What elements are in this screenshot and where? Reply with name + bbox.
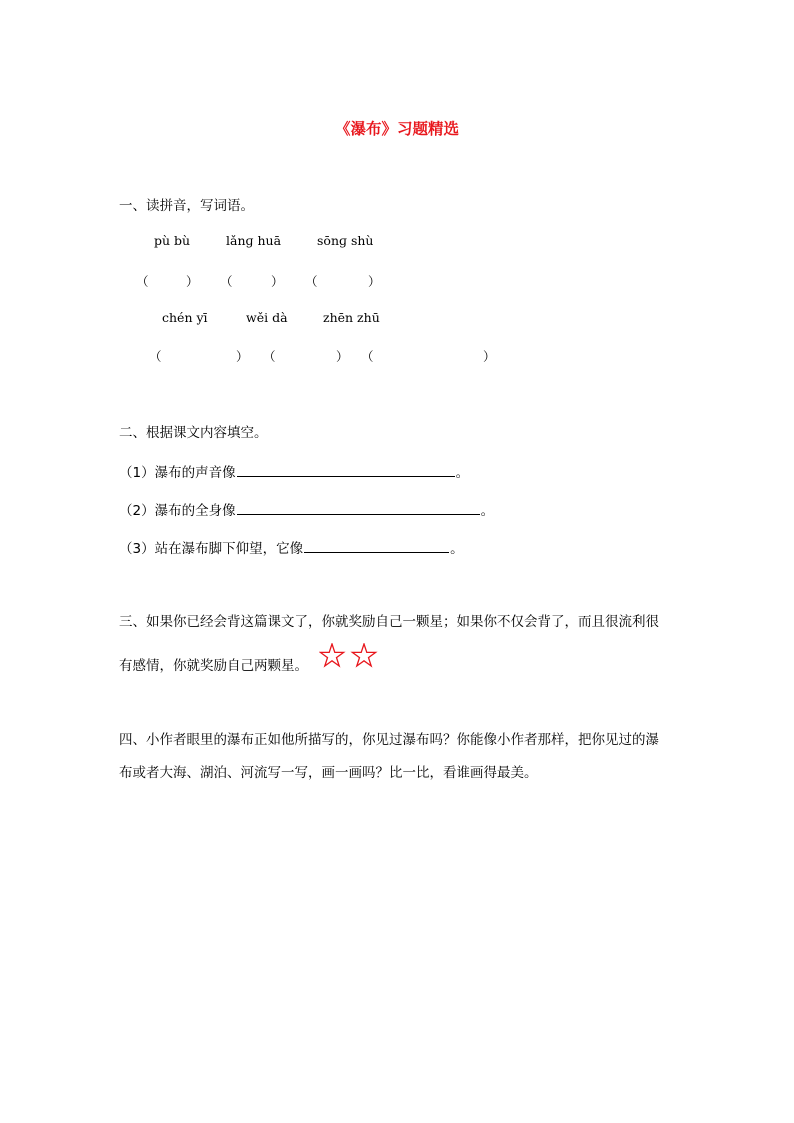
fill-item-2 [119, 500, 494, 520]
fill-blank-line[interactable] [304, 538, 449, 553]
fill-item-prefix: （2）瀑布的全身像 [119, 503, 236, 519]
section2-heading: 二、根据课文内容填空。 [119, 425, 268, 441]
section3-line2: 有感情，你就奖励自己两颗星。 [119, 658, 308, 674]
outline-star-icon-pair [319, 643, 379, 669]
fill-blank-line[interactable] [237, 462, 455, 477]
outline-star-icon [320, 644, 343, 666]
pinyin-weida: wěi dà [246, 310, 288, 325]
pinyin-langhua: lǎnɡ huā [226, 233, 282, 248]
section3-line1: 三、如果你已经会背这篇课文了，你就奖励自己一颗星；如果你不仅会背了，而且很流利很 [119, 614, 659, 630]
section1-heading: 一、读拼音，写词语。 [119, 198, 254, 214]
answer-paren-open: （ [263, 349, 276, 364]
answer-paren-open: （ [136, 274, 149, 289]
fill-item-1 [119, 462, 469, 482]
outline-star-icon [352, 644, 375, 666]
page-title: 《瀑布》习题精选 [334, 120, 459, 138]
answer-paren-open: （ [305, 274, 318, 289]
pinyin-pubu: pù bù [154, 233, 191, 248]
answer-paren-close: ） [336, 349, 349, 364]
fill-item-suffix: 。 [450, 541, 464, 557]
fill-blank-line[interactable] [237, 500, 480, 515]
fill-item-suffix: 。 [480, 503, 495, 519]
pinyin-chenyi: chén yī [162, 310, 208, 325]
answer-paren-open: （ [149, 349, 162, 364]
pinyin-zhenzhu: zhēn zhū [323, 310, 380, 325]
fill-item-3 [119, 538, 464, 558]
section4-line1: 四、小作者眼里的瀑布正如他所描写的，你见过瀑布吗？你能像小作者那样，把你见过的瀑 [119, 732, 659, 748]
answer-paren-close: ） [186, 274, 199, 289]
reward-stars [319, 643, 379, 673]
pinyin-songshu: sōnɡ shù [317, 233, 374, 248]
answer-paren-open: （ [361, 349, 374, 364]
answer-paren-open: （ [220, 274, 233, 289]
section4-line2: 布或者大海、湖泊、河流写一写，画一画吗？比一比，看谁画得最美。 [119, 765, 538, 781]
answer-paren-close: ） [483, 349, 496, 364]
fill-item-suffix: 。 [455, 465, 470, 481]
answer-paren-close: ） [271, 274, 284, 289]
fill-item-prefix: （3）站在瀑布脚下仰望，它像 [119, 541, 304, 557]
answer-paren-close: ） [236, 349, 249, 364]
answer-paren-close: ） [368, 274, 381, 289]
fill-item-prefix: （1）瀑布的声音像 [119, 465, 236, 481]
